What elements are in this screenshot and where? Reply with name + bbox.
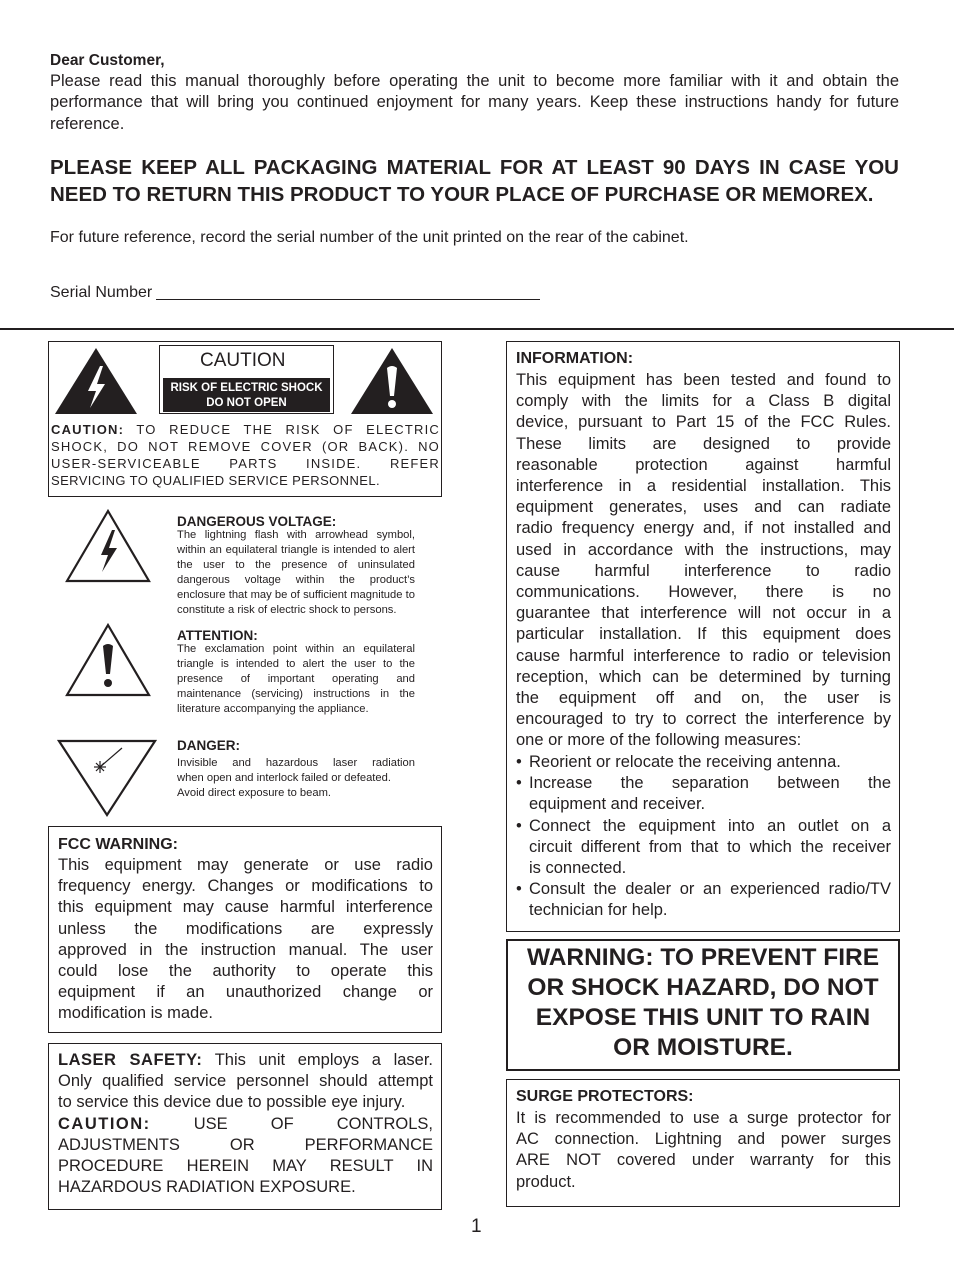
text-line: PROCEDURE HEREIN MAY RESULT IN [58,1157,433,1176]
text-line: This equipment may generate or use radio [58,856,433,874]
text-line: encouraged to try to correct the interference by [516,710,891,729]
text-line: technician for help. [529,901,668,920]
text-line: cause harmful interference to radio [516,561,891,580]
attention-text [177,642,415,717]
text-line: equipment and receiver. [529,795,706,814]
text-line: HAZARDOUS RADIATION EXPOSURE. [58,1178,356,1197]
laser-safety-text [58,1050,433,1198]
bullet-item [516,752,891,773]
serial-number-line [50,281,540,302]
laser-caution-lead: CAUTION: [58,1114,151,1133]
horizontal-rule [0,328,954,330]
caution-label: CAUTION [200,350,286,371]
text-line: used in accordance with the instructions, may [516,540,891,559]
caution-line: TO REDUCE THE RISK OF ELECTRIC [124,422,440,437]
text-line: presence of important operating and [177,672,415,685]
text-line: Avoid direct exposure to beam. [177,786,332,799]
packaging-notice: PLEASE KEEP ALL PACKAGING MATERIAL FOR AT LEAST 90 DAYS IN CASE YOU NEED TO RETURN THIS PRODUCT TO YOUR PLACE OF PURCHASE OR MEMOREX. [50,156,899,206]
text-line: comply with the limits for a Class B digital [516,392,891,411]
text-line: triangle is intended to alert the user to the [177,657,415,670]
text-line: Invisible and hazardous laser radiation [177,757,415,769]
caution-line: USER-SERVICEABLE PARTS INSIDE. REFER [51,456,440,471]
information-box [506,341,900,932]
fcc-warning-box [48,826,442,1033]
serial-note: For future reference, record the serial number of the unit printed on the rear of the cabinet. [50,229,689,246]
text-line: the equipment off and on, the user is [516,689,891,708]
greeting-title: Dear Customer, [50,52,165,69]
text-line: frequency energy. Changes or modifications to [58,877,433,896]
caution-text [51,421,440,489]
serial-number-label: Serial Number [50,284,153,301]
exclamation-triangle-icon [64,622,152,698]
text-line: maintenance (servicing) instructions in the [177,687,415,700]
text-line: particular installation. If this equipment does [516,625,891,644]
fcc-warning-title: FCC WARNING: [58,836,178,853]
text-line: unless the modifications are expressly [58,919,433,938]
exclamation-warning-icon [349,346,435,416]
text-line: These limits are designed to provide [516,434,891,453]
caution-sub-line: DO NOT OPEN [206,397,287,409]
caution-label-box [159,345,334,414]
laser-safety-box [48,1043,442,1210]
text-line: modification is made. [58,1004,213,1023]
text-line: guarantee that interference will not occur in a [516,604,891,623]
page-number: 1 [471,1216,482,1237]
text-line: Only qualified service personnel should attempt [58,1072,433,1091]
information-title: INFORMATION: [516,350,634,367]
caution-box [48,341,442,497]
caution-sub-line: RISK OF ELECTRIC SHOCK [170,382,323,394]
text-line: reception, which can be determined by turning [516,667,891,686]
greeting-text: Please read this manual thoroughly before operating the unit to become more familiar with it and obtain the performance that will bring you continued enjoyment for many years. Keep these instructions handy for future reference. [50,72,899,133]
surge-protectors-text [516,1108,891,1193]
text-line: OR MOISTURE. [613,1034,793,1061]
text-line: ADJUSTMENTS OR PERFORMANCE [58,1135,433,1154]
text-line: Connect the equipment into an outlet on a [529,816,891,835]
attention-title: ATTENTION: [177,628,258,643]
dangerous-voltage-title: DANGEROUS VOLTAGE: [177,514,337,529]
text-line: The lightning flash with arrowhead symbol, [177,529,415,541]
surge-protectors-title: SURGE PROTECTORS: [516,1088,694,1105]
text-line: The exclamation point within an equilateral [177,643,415,655]
text-line: ARE NOT covered under warranty for this [516,1151,891,1170]
text-line: Increase the separation between the [529,774,891,793]
serial-number-blank [156,281,540,300]
surge-protectors-box [506,1079,900,1207]
danger-text [177,756,415,801]
caution-subbar [163,378,330,412]
text-line: Reorient or relocate the receiving antenna. [529,753,841,771]
bullet-marker: • [516,816,522,835]
information-bullets [516,752,891,922]
text-line: device, pursuant to Part 15 of the FCC Rules. [516,413,891,432]
text-line: approved in the instruction manual. The user [58,940,433,959]
text-line: is connected. [529,859,627,878]
danger-title: DANGER: [177,738,240,753]
text-line: This unit employs a laser. [202,1051,434,1069]
text-line: It is recommended to use a surge protector for [516,1109,891,1127]
fcc-warning-text [58,855,433,1025]
laser-safety-lead: LASER SAFETY: [58,1051,203,1069]
text-line: equipment if an unauthorized change or [58,983,433,1002]
bullet-marker: • [516,753,522,771]
text-line: radio frequency energy and, if not installed and [516,519,891,538]
text-line: product. [516,1172,576,1191]
bullet-marker: • [516,880,522,899]
caution-line: SHOCK, DO NOT REMOVE COVER (OR BACK). NO [51,439,440,454]
text-line: USE OF CONTROLS, [150,1114,433,1133]
laser-danger-icon [57,738,157,818]
text-line: one or more of the following measures: [516,731,802,750]
lightning-warning-icon [53,346,139,416]
text-line: communications. However, there is no [516,583,891,602]
text-line: Consult the dealer or an experienced radio/TV [529,880,891,899]
text-line: WARNING: TO PREVENT FIRE [526,944,880,971]
information-text [516,370,891,752]
bullet-marker: • [516,774,522,793]
text-line: OR SHOCK HAZARD, DO NOT [527,974,879,1001]
dangerous-voltage-text [177,528,415,617]
text-line: reasonable protection against harmful [516,455,891,474]
text-line: equipment generates, uses and can radiate [516,498,891,517]
text-line: when open and interlock failed or defeated. [177,771,391,784]
caution-lead: CAUTION: [51,422,125,437]
text-line: EXPOSE THIS UNIT TO RAIN [535,1004,871,1031]
text-line: interference in a residential installation. This [516,477,891,496]
text-line: to service this device due to possible eye injury. [58,1093,406,1112]
text-line: AC connection. Lightning and power surges [516,1130,891,1149]
text-line: constitute a risk of electric shock to persons. [177,603,397,616]
text-line: could lose the authority to operate this [58,962,433,981]
text-line: cause harmful interference to radio or television [516,646,891,665]
fire-shock-warning-text [508,943,898,1063]
bullet-item [516,879,891,900]
text-line: literature accompanying the appliance. [177,702,369,715]
text-line: enclosure that may be of sufficient magnitude to [177,588,415,601]
fire-shock-warning-box [506,939,900,1071]
text-line: dangerous voltage within the product’s [177,573,415,586]
text-line: This equipment has been tested and found to [516,371,891,389]
text-line: within an equilateral triangle is intended to alert [177,543,415,556]
text-line: circuit different from that to which the receiver [529,837,891,856]
caution-line: SERVICING TO QUALIFIED SERVICE PERSONNEL. [51,473,380,488]
bullet-item [516,773,891,794]
lightning-triangle-icon [64,508,152,584]
text-line: this equipment may cause harmful interference [58,898,433,917]
text-line: the user to the presence of uninsulated [177,558,415,571]
bullet-item [516,816,891,837]
